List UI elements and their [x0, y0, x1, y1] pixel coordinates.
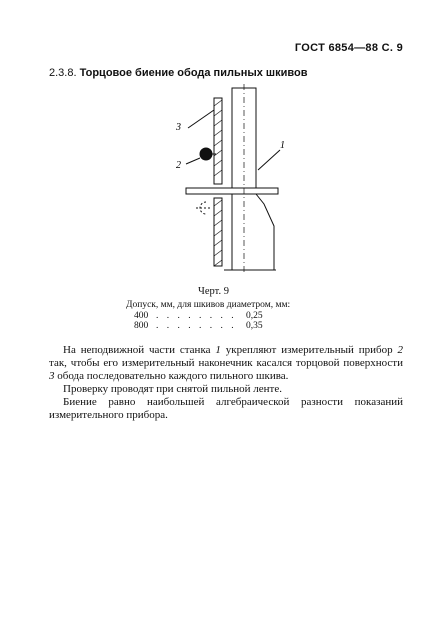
tolerance-value: 0,35 [246, 321, 263, 331]
section-title: Торцовое биение обода пильных шкивов [79, 67, 308, 79]
tolerance-row [126, 311, 290, 322]
page-header: ГОСТ 6854—88 С. 9 [294, 42, 403, 54]
figure-caption: Черт. 9 [198, 286, 229, 297]
figure-drawing [160, 84, 290, 274]
dial-indicator-icon [200, 148, 212, 160]
figure-label-2: 2 [176, 160, 181, 171]
ref-number: 2 [397, 344, 403, 356]
figure-label-3: 3 [176, 122, 181, 133]
pulley-rim-lower [214, 198, 222, 266]
tolerance-value: 0,25 [246, 310, 263, 321]
paragraph-result: Биение равно наибольшей алгебраической разности показаний измерительного прибора. [49, 396, 403, 421]
tolerance-row [126, 321, 290, 332]
section-number: 2.3.8. [49, 67, 77, 79]
body-text [49, 344, 403, 422]
tolerance-diameter: 400 [134, 310, 149, 321]
tolerance-diameter: 800 [134, 321, 149, 331]
ref-number: 3 [49, 370, 55, 382]
ref-number: 1 [215, 344, 221, 356]
machine-base [232, 194, 274, 270]
tolerance-dots: . . . . . . . . [156, 321, 237, 331]
tolerance-heading: Допуск, мм, для шкивов диаметром, мм: [126, 300, 291, 310]
paragraph-condition: Проверку проводят при снятой пильной ленте. [63, 383, 282, 395]
paragraph-procedure [49, 344, 403, 383]
text-run: обода последовательно каждого пильного шкива. [54, 370, 289, 382]
text-run: На неподвижной части станка [63, 344, 216, 356]
section-heading [49, 67, 307, 79]
tolerance-dots: . . . . . . . . [156, 310, 237, 321]
text-run: укрепляют измерительный прибор [220, 344, 398, 356]
text-run: так, чтобы его измерительный наконечник касался торцовой поверхности [49, 357, 403, 369]
machine-plate [186, 188, 278, 194]
figure-label-1: 1 [280, 140, 285, 151]
tolerance-block [126, 300, 290, 332]
